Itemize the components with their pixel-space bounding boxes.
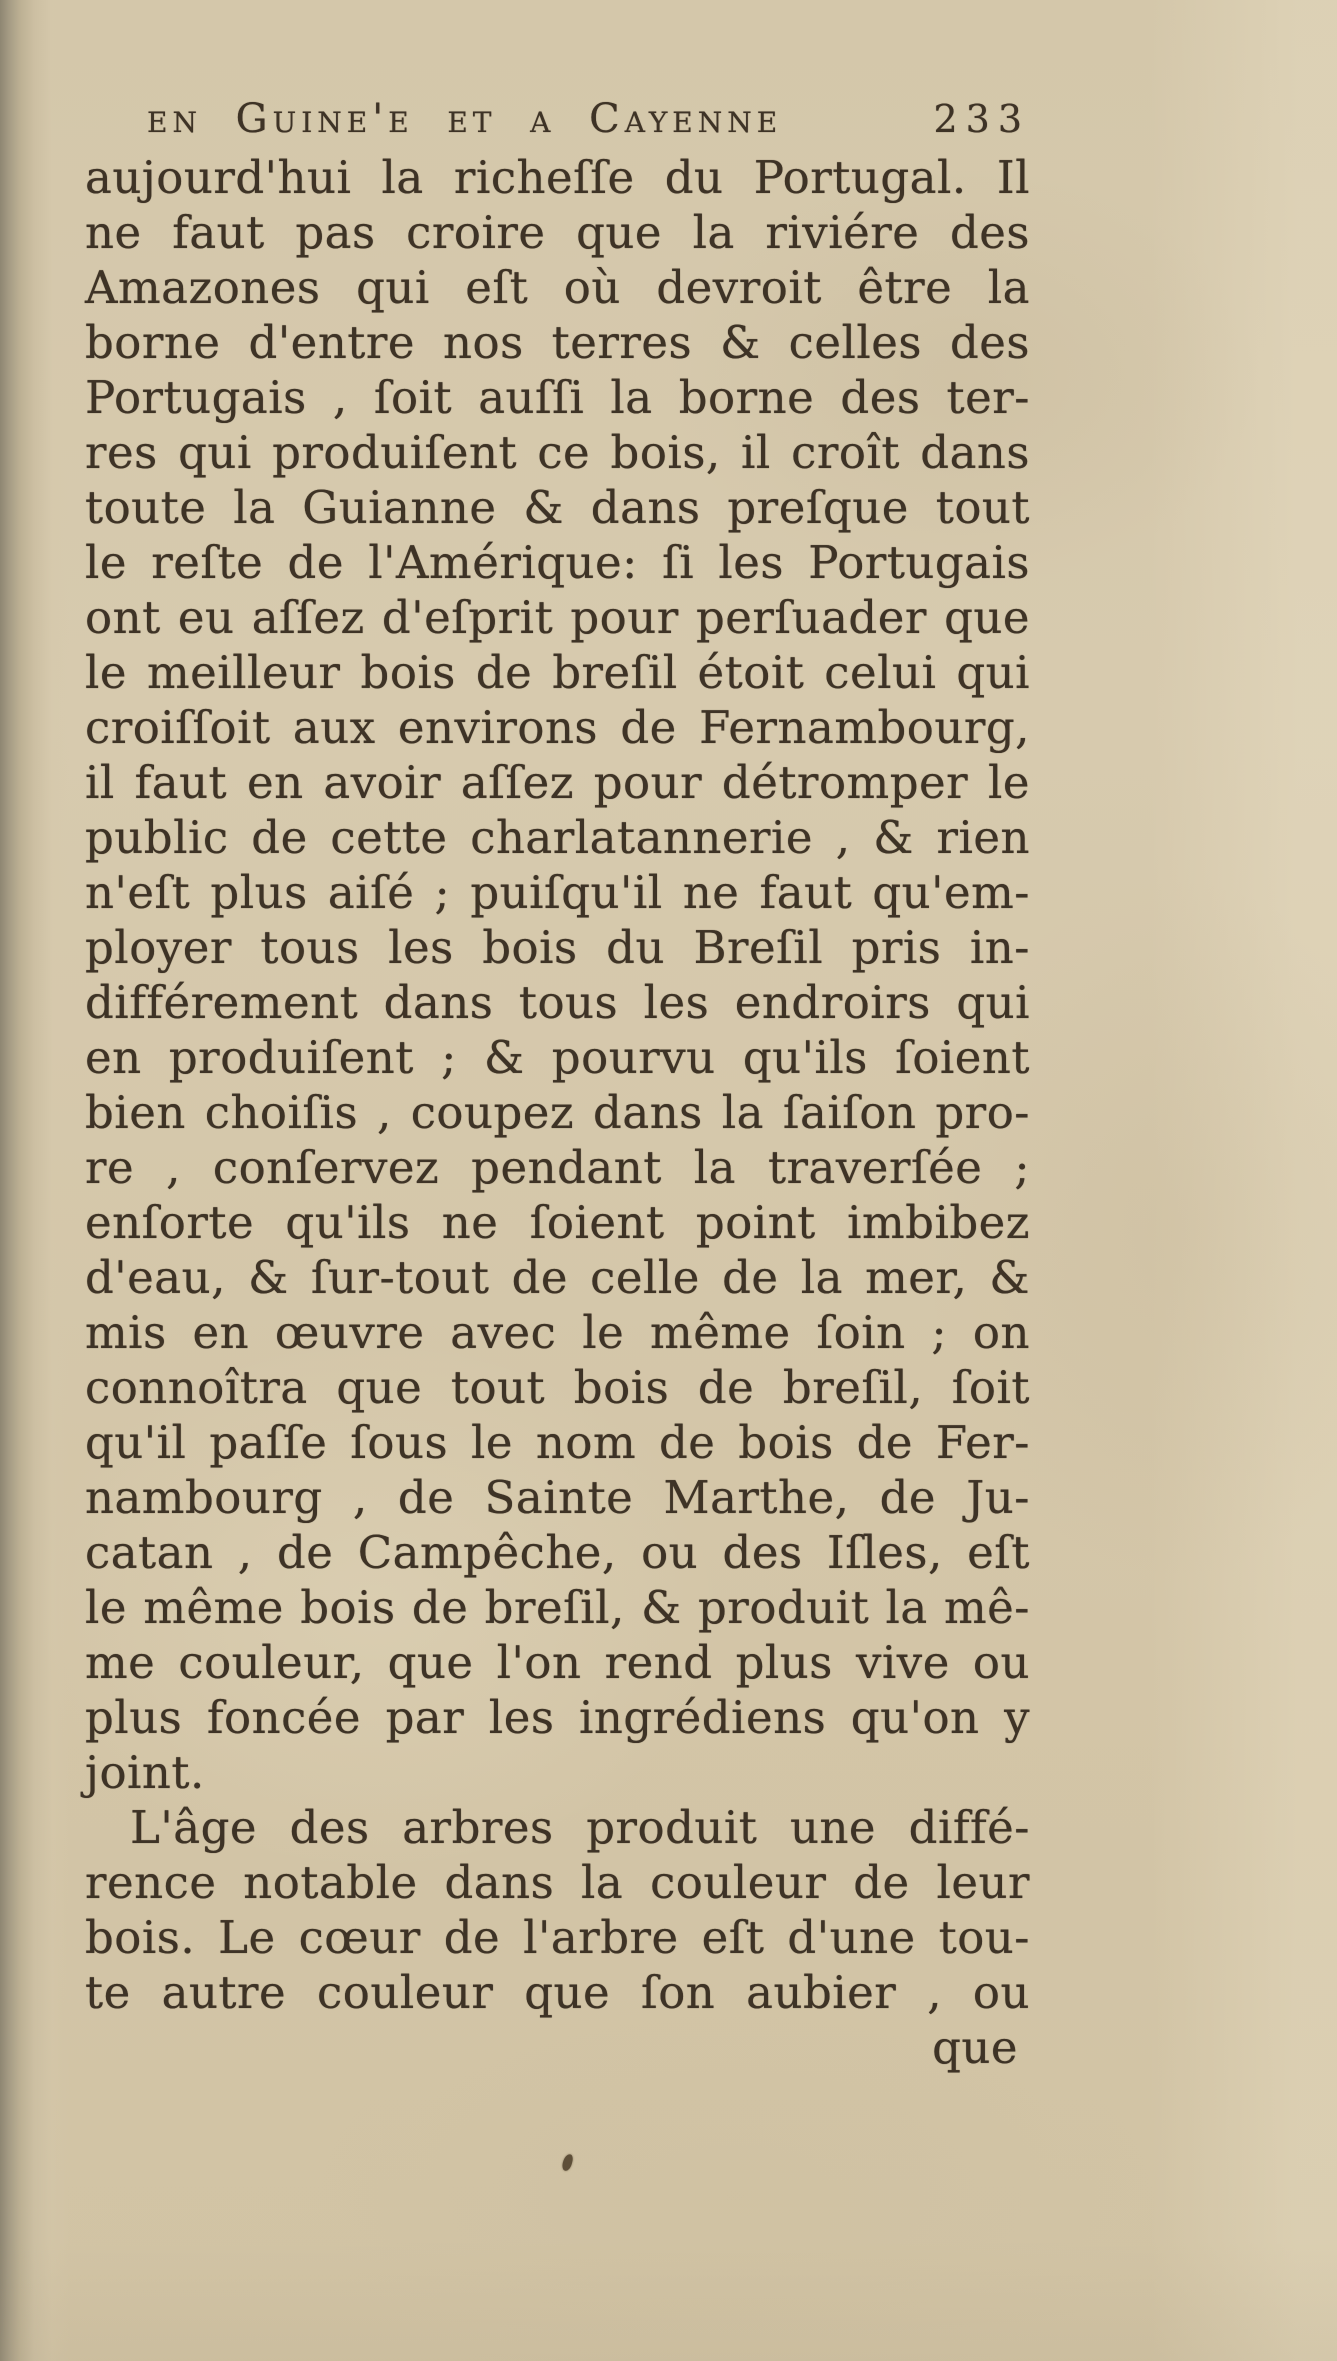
text-line: toute la Guianne & dans preſque tout — [85, 481, 1030, 534]
text-line: L'âge des arbres produit une diffé- — [130, 1801, 1030, 1854]
text-line: nambourg , de Sainte Marthe, de Ju- — [85, 1471, 1030, 1524]
text-line: res qui produiſent ce bois, il croît dans — [85, 426, 1030, 479]
text-line: public de cette charlatannerie , & rien — [85, 811, 1030, 864]
catchword-row — [85, 2020, 1030, 2075]
text-line: le même bois de breſil, & produit la mê- — [85, 1581, 1030, 1634]
body-text-block — [85, 150, 1030, 2075]
text-line: le reſte de l'Amérique: ſi les Portugais — [85, 536, 1030, 589]
text-line: ne faut pas croire que la riviére des — [85, 206, 1030, 259]
text-line: Amazones qui eſt où devroit être la — [85, 261, 1030, 314]
text-line: plus foncée par les ingrédiens qu'on y — [85, 1691, 1030, 1744]
running-head-title: en Guine'e et a Cayenne — [147, 96, 783, 142]
text-line: rence notable dans la couleur de leur — [85, 1856, 1030, 1909]
text-line: connoîtra que tout bois de breſil, ſoit — [85, 1361, 1030, 1414]
text-line: te autre couleur que ſon aubier , ou — [85, 1966, 1030, 2019]
text-line: il faut en avoir aſſez pour détromper le — [85, 756, 1030, 809]
text-line: différement dans tous les endroirs qui — [85, 976, 1030, 1029]
text-line: aujourd'hui la richeſſe du Portugal. Il — [85, 151, 1030, 204]
text-line: catan , de Campêche, ou des Iſles, eſt — [85, 1526, 1030, 1579]
text-line: me couleur, que l'on rend plus vive ou — [85, 1636, 1030, 1689]
text-line: bois. Le cœur de l'arbre eſt d'une tou- — [85, 1911, 1030, 1964]
ink-speck — [561, 2153, 574, 2172]
text-line: bien choiſis , coupez dans la ſaiſon pro- — [85, 1086, 1030, 1139]
page-header — [85, 96, 1030, 142]
text-line: Portugais , ſoit auſſi la borne des ter- — [85, 371, 1030, 424]
text-line: n'eſt plus aiſé ; puiſqu'il ne faut qu'em- — [85, 866, 1030, 919]
text-line: joint. — [85, 1746, 205, 1799]
page-bottom-shade — [0, 2241, 1337, 2361]
text-line: borne d'entre nos terres & celles des — [85, 316, 1030, 369]
text-line: ont eu aſſez d'eſprit pour perſuader que — [85, 591, 1030, 644]
text-line: croiſſoit aux environs de Fernambourg, — [85, 701, 1030, 754]
text-line: d'eau, & ſur-tout de celle de la mer, & — [85, 1251, 1030, 1304]
body-lines — [85, 150, 1030, 2020]
page-number: 233 — [933, 97, 1030, 141]
text-line: le meilleur bois de breſil étoit celui qui — [85, 646, 1030, 699]
text-line: mis en œuvre avec le même ſoin ; on — [85, 1306, 1030, 1359]
text-line: ployer tous les bois du Breſil pris in- — [85, 921, 1030, 974]
catchword: que — [932, 2021, 1018, 2074]
text-line: enſorte qu'ils ne ſoient point imbibez — [85, 1196, 1030, 1249]
text-line: qu'il paſſe ſous le nom de bois de Fer- — [85, 1416, 1030, 1469]
page-gutter-shadow — [0, 0, 70, 2361]
text-line: re , conſervez pendant la traverſée ; — [85, 1141, 1030, 1194]
text-line: en produiſent ; & pourvu qu'ils ſoient — [85, 1031, 1030, 1084]
